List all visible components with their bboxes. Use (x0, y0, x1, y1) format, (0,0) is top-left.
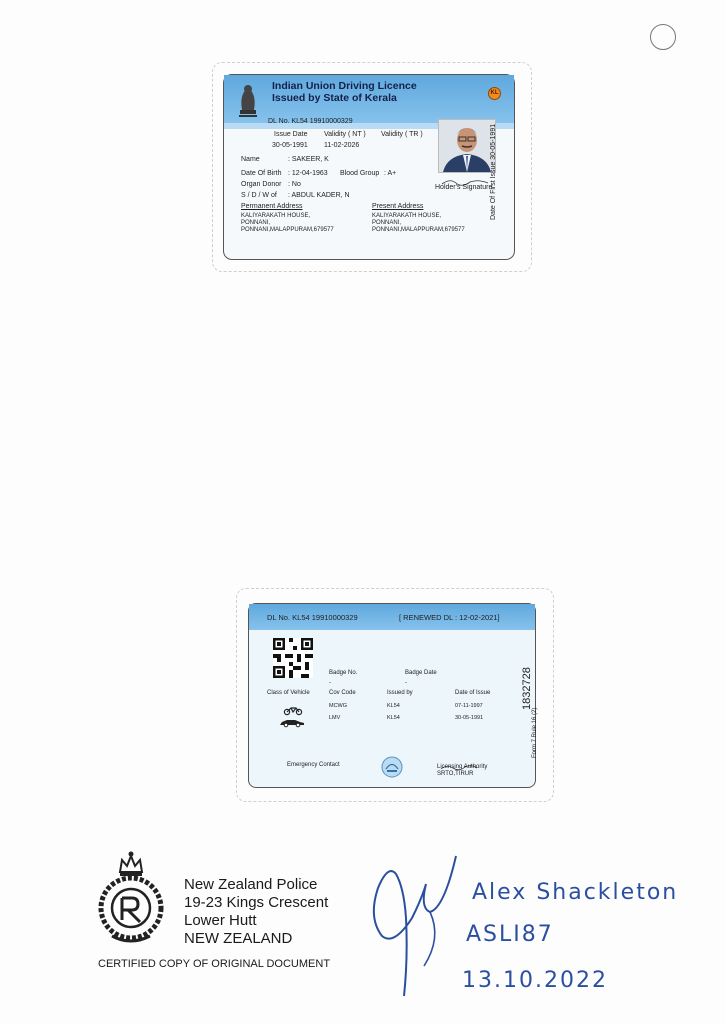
holder-photo (438, 119, 496, 173)
car-icon (279, 714, 305, 723)
certified-copy-label: CERTIFIED COPY OF ORIGINAL DOCUMENT (98, 958, 331, 970)
issue-date-label: Issue Date (274, 131, 308, 138)
row-2-issued-by: KL54 (387, 715, 400, 721)
dob-value: : 12-04-1963 (288, 170, 328, 177)
badge-date-label: Badge Date (405, 670, 437, 676)
name-value: : SAKEER, K (288, 156, 329, 163)
back-dl-number: DL No. KL54 19910000329 (267, 613, 358, 622)
issue-date-value: 30-05-1991 (272, 142, 308, 149)
emergency-contact-label: Emergency Contact (287, 762, 340, 768)
validity-nt-label: Validity ( NT ) (324, 131, 366, 138)
row-2-cov: LMV (329, 715, 341, 721)
licence-front-card (223, 74, 515, 260)
validity-tr-label: Validity ( TR ) (381, 131, 423, 138)
form-rule-vertical: Form 7 Rule 16 (2) (532, 707, 538, 758)
badge-no-value: - (329, 680, 331, 686)
row-1-issued-by: KL54 (387, 703, 400, 709)
organ-donor-value: : No (288, 181, 301, 188)
name-label: Name (241, 156, 260, 163)
state-badge: KL (488, 87, 501, 100)
column-class-of-vehicle: Class of Vehicle (267, 690, 310, 696)
punch-hole-mark (650, 24, 676, 50)
handwritten-date: 13.10.2022 (462, 968, 608, 993)
permanent-address: KALIYARAKATH HOUSE, PONNANI, PONNANI,MALAPPURAM,679577 (241, 213, 334, 233)
holder-signature-mark (438, 174, 494, 184)
row-1-date: 07-11-1997 (455, 703, 483, 709)
qr-code-icon (273, 638, 313, 678)
dob-label: Date Of Birth (241, 170, 282, 177)
organ-donor-label: Organ Donor (241, 181, 282, 188)
present-address: KALIYARAKATH HOUSE, PONNANI, PONNANI,MALAPPURAM,679577 (372, 213, 465, 233)
permanent-address-label: Permanent Address (241, 203, 303, 210)
dl-number: DL No. KL54 19910000329 (268, 118, 353, 125)
licence-back-card (248, 603, 536, 788)
card-title: Indian Union Driving Licence Issued by State of Kerala (272, 80, 417, 104)
handwritten-id: ASLI87 (466, 922, 554, 947)
nz-police-crest-icon (98, 850, 164, 950)
first-issue-vertical: Date Of First Issue 30-05-1991 (490, 123, 497, 220)
column-issued-by: Issued by (387, 690, 413, 696)
serial-number-vertical: 1832728 (521, 667, 533, 710)
hologram-seal-icon (381, 756, 403, 778)
row-1-cov: MCWG (329, 703, 348, 709)
blood-group-label: Blood Group (340, 170, 380, 177)
licensing-authority-value: SRTO,TIRUR (437, 771, 474, 777)
row-2-date: 30-05-1991 (455, 715, 484, 721)
present-address-label: Present Address (372, 203, 424, 210)
column-date-of-issue: Date of Issue (455, 690, 491, 696)
holder-signature-label: Holder's Signature (435, 184, 493, 191)
blood-group-value: : A+ (384, 170, 397, 177)
licensing-authority-label: Licensing Authority (437, 764, 488, 770)
handwritten-name: Alex Shackleton (472, 880, 679, 905)
police-address-block: New Zealand Police 19-23 Kings Crescent Lower Hutt NEW ZEALAND (184, 876, 329, 947)
badge-no-label: Badge No. (329, 670, 358, 676)
swd-value: : ABDUL KADER, N (288, 192, 350, 199)
column-cov-code: Cov Code (329, 690, 356, 696)
national-emblem-icon (234, 80, 262, 120)
validity-nt-value: 11-02-2026 (324, 142, 360, 149)
renewed-label: [ RENEWED DL : 12-02-2021] (399, 613, 500, 622)
swd-label: S / D / W of (241, 192, 277, 199)
badge-date-value: - (405, 680, 407, 686)
motorcycle-icon (283, 702, 303, 711)
